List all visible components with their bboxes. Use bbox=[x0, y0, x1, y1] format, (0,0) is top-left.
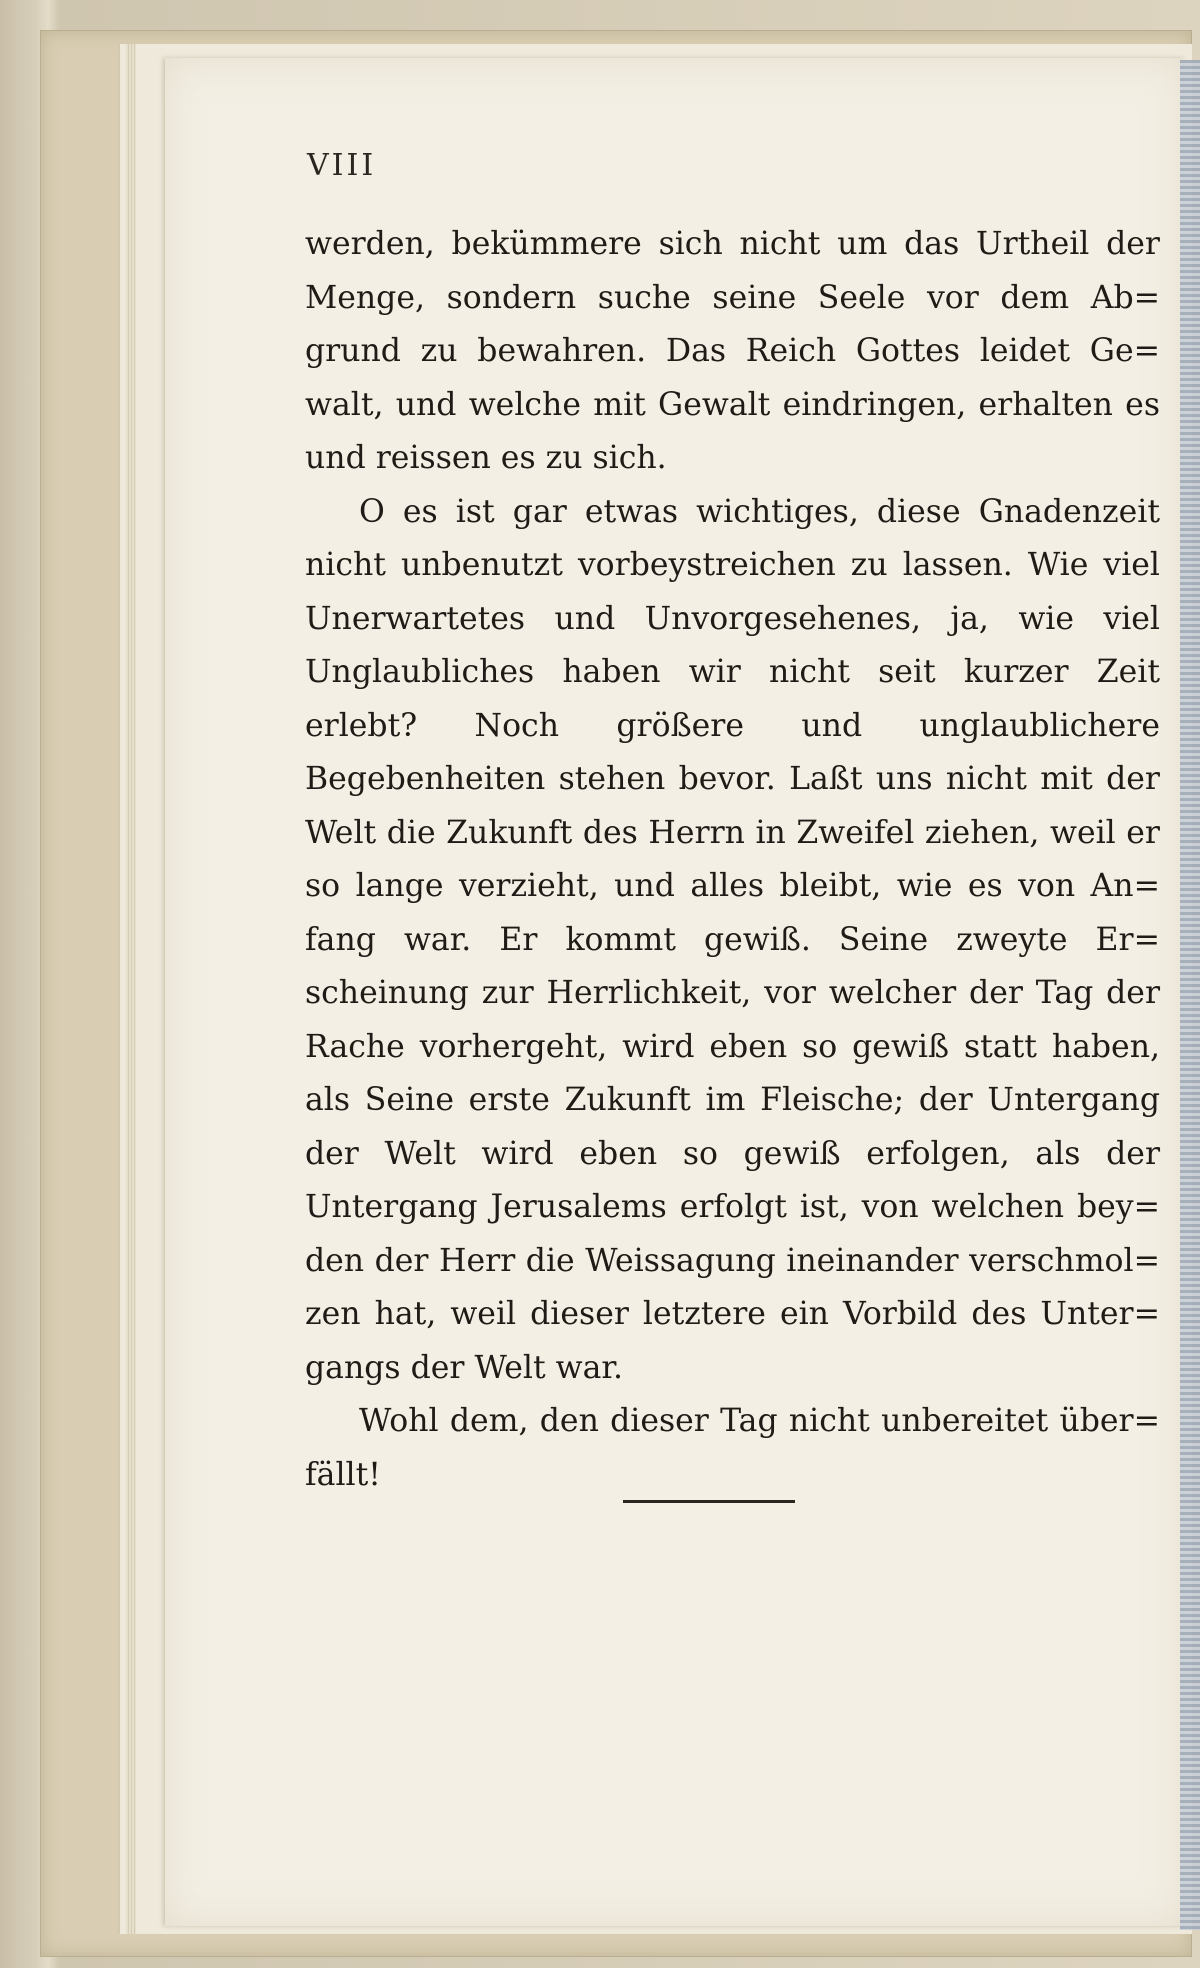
page-number: VIII bbox=[307, 148, 377, 183]
paragraph-2: O es ist gar etwas wichtiges, diese Gnadenzeit nicht unbenutzt vorbeystreichen zu lassen. Wie viel Unerwartetes und Unvorgesehenes, ja, wie viel Unglaubliches haben wir nicht seit kurzer Zeit erlebt? Noch größere und unglaublichere Begebenheiten stehen bevor. Laßt uns nicht mit der Welt die Zukunft des Herrn in Zweifel ziehen, weil er so lange verzieht, und alles bleibt, wie es von An= fang war. Er kommt gewiß. Seine zweyte Er= scheinung zur Herrlichkeit, vor welcher der Tag der Rache vorhergeht, wird eben so gewiß statt haben, als Seine erste Zukunft im Fleische; der Untergang der Welt wird eben so gewiß erfolgen, als der Untergang Jerusalems erfolgt ist, von welchen bey= den der Herr die Weissagung ineinander verschmol= zen hat, weil dieser letztere ein Vorbild des Unter= gangs der Welt war. bbox=[305, 493, 1160, 1386]
book-spine-edge bbox=[1180, 60, 1200, 1930]
paragraph-3: Wohl dem, den dieser Tag nicht unbereitet über= fällt! bbox=[305, 1403, 1160, 1493]
body-text bbox=[305, 218, 1160, 1502]
paragraph-1: werden, bekümmere sich nicht um das Urtheil der Menge, sondern suche seine Seele vor dem Ab= grund zu bewahren. Das Reich Gottes leidet Ge= walt, und welche mit Gewalt eindringen, erhalten es und reissen es zu sich. bbox=[305, 226, 1160, 476]
section-end-rule bbox=[623, 1500, 795, 1503]
